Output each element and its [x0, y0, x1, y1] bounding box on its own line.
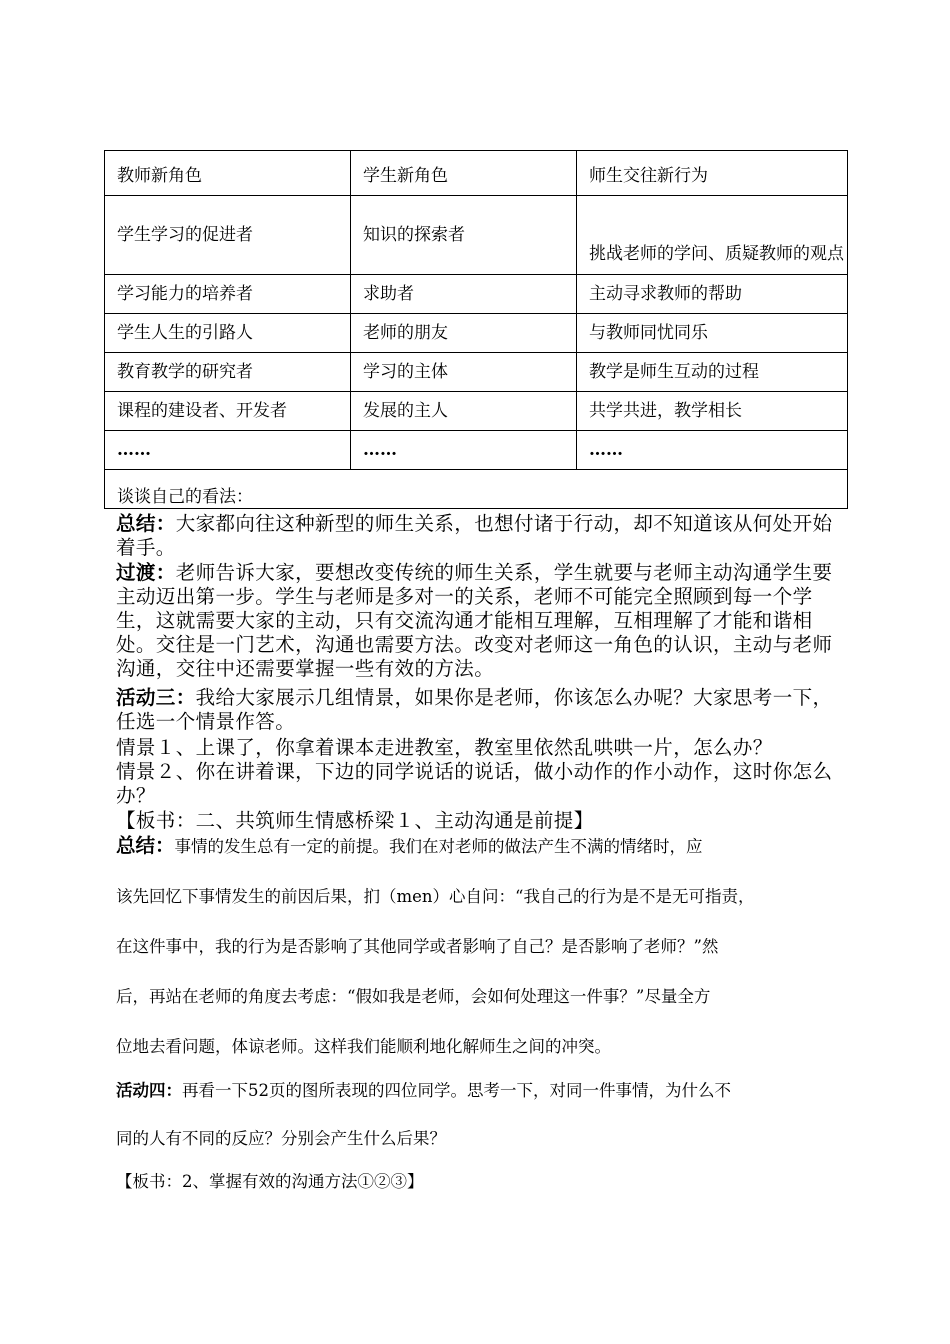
activity-three-text: 我给大家展示几组情景，如果你是老师，你该怎么办呢？大家思考一下，任选一个情景作答。 — [116, 686, 833, 733]
header-interaction: 师生交往新行为 — [577, 151, 848, 196]
summary-paragraph-2-line-3: 在这件事中，我的行为是否影响了其他同学或者影响了自己？是否影响了老师？”然 — [116, 937, 719, 956]
summary-paragraph-2-line-1: 总结：事情的发生总有一定的前提。我们在对老师的做法产生不满的情绪时，应 — [116, 834, 703, 857]
table-cell: 学生学习的促进者 — [105, 196, 351, 275]
table-cell: 求助者 — [351, 275, 577, 314]
table-cell: …… — [105, 431, 351, 470]
summary-paragraph-2-line-4: 后，再站在老师的角度去考虑：“假如我是老师，会如何处理这一件事？”尽量全方 — [116, 987, 711, 1006]
table-row — [105, 353, 848, 392]
header-teacher-role: 教师新角色 — [105, 151, 351, 196]
table-cell: …… — [351, 431, 577, 470]
table-cell: 挑战老师的学问、质疑教师的观点 — [577, 196, 848, 275]
board-note-2: 【板书：2、掌握有效的沟通方法①②③】 — [116, 1172, 424, 1191]
scene-two: 情景２、你在讲着课，下边的同学说话的说话，做小动作的作小动作，这时你怎么办？ — [116, 760, 833, 807]
table-row — [105, 431, 848, 470]
table-cell: 老师的朋友 — [351, 314, 577, 353]
activity-four-line-1: 活动四：再看一下52页的图所表现的四位同学。思考一下，对同一件事情，为什么不 — [116, 1081, 731, 1100]
table-cell: 发展的主人 — [351, 392, 577, 431]
table-cell: 学习能力的培养者 — [105, 275, 351, 314]
summary-paragraph-2-line-5: 位地去看问题，体谅老师。这样我们能顺利地化解师生之间的冲突。 — [116, 1037, 611, 1056]
opinion-prompt: 谈谈自己的看法： — [105, 470, 848, 509]
table-header-row — [105, 151, 848, 196]
board-note-1: 【板书：二、共筑师生情感桥梁１、主动沟通是前提】 — [116, 809, 594, 832]
table-row — [105, 314, 848, 353]
table-cell: 与教师同忧同乐 — [577, 314, 848, 353]
activity-four-line-2: 同的人有不同的反应？分别会产生什么后果？ — [116, 1129, 446, 1148]
transition-label: 过渡： — [116, 561, 176, 584]
summary-text: 大家都向往这种新型的师生关系，也想付诸于行动，却不知道该从何处开始着手。 — [116, 512, 833, 559]
table-cell: 知识的探索者 — [351, 196, 577, 275]
table-row — [105, 392, 848, 431]
table-cell: 学习的主体 — [351, 353, 577, 392]
table-footer-row — [105, 470, 848, 509]
summary-label: 总结： — [116, 512, 176, 535]
activity-four-label: 活动四： — [116, 1081, 182, 1100]
summary-paragraph-2-line-2: 该先回忆下事情发生的前因后果，扪（men）心自问：“我自己的行为是不是无可指责， — [116, 887, 755, 906]
roles-table — [104, 150, 848, 509]
activity-three-label: 活动三： — [116, 686, 196, 709]
table-cell: 共学共进，教学相长 — [577, 392, 848, 431]
table-row — [105, 196, 848, 275]
summary-2-label: 总结： — [116, 834, 175, 857]
table-cell: 课程的建设者、开发者 — [105, 392, 351, 431]
transition-text: 老师告诉大家，要想改变传统的师生关系，学生就要与老师主动沟通学生要主动迈出第一步。学生与老师是多对一的关系，老师不可能完全照顾到每一个学生，这就需要大家的主动，只有交流沟通才能相互理解，互相理解了才能和谐相处。交往是一门艺术，沟通也需要方法。改变对老师这一角色的认识，主动与老师沟通，交往中还需要掌握一些有效的方法。 — [116, 561, 833, 680]
summary-paragraph-1 — [116, 512, 851, 560]
table-cell: 教育教学的研究者 — [105, 353, 351, 392]
activity-three-paragraph — [116, 686, 851, 734]
transition-paragraph — [116, 561, 851, 681]
scene-one: 情景１、上课了，你拿着课本走进教室，教室里依然乱哄哄一片，怎么办？ — [116, 736, 773, 759]
table-row — [105, 275, 848, 314]
table-cell: 学生人生的引路人 — [105, 314, 351, 353]
table-cell: 主动寻求教师的帮助 — [577, 275, 848, 314]
table-cell: …… — [577, 431, 848, 470]
header-student-role: 学生新角色 — [351, 151, 577, 196]
table-cell: 教学是师生互动的过程 — [577, 353, 848, 392]
